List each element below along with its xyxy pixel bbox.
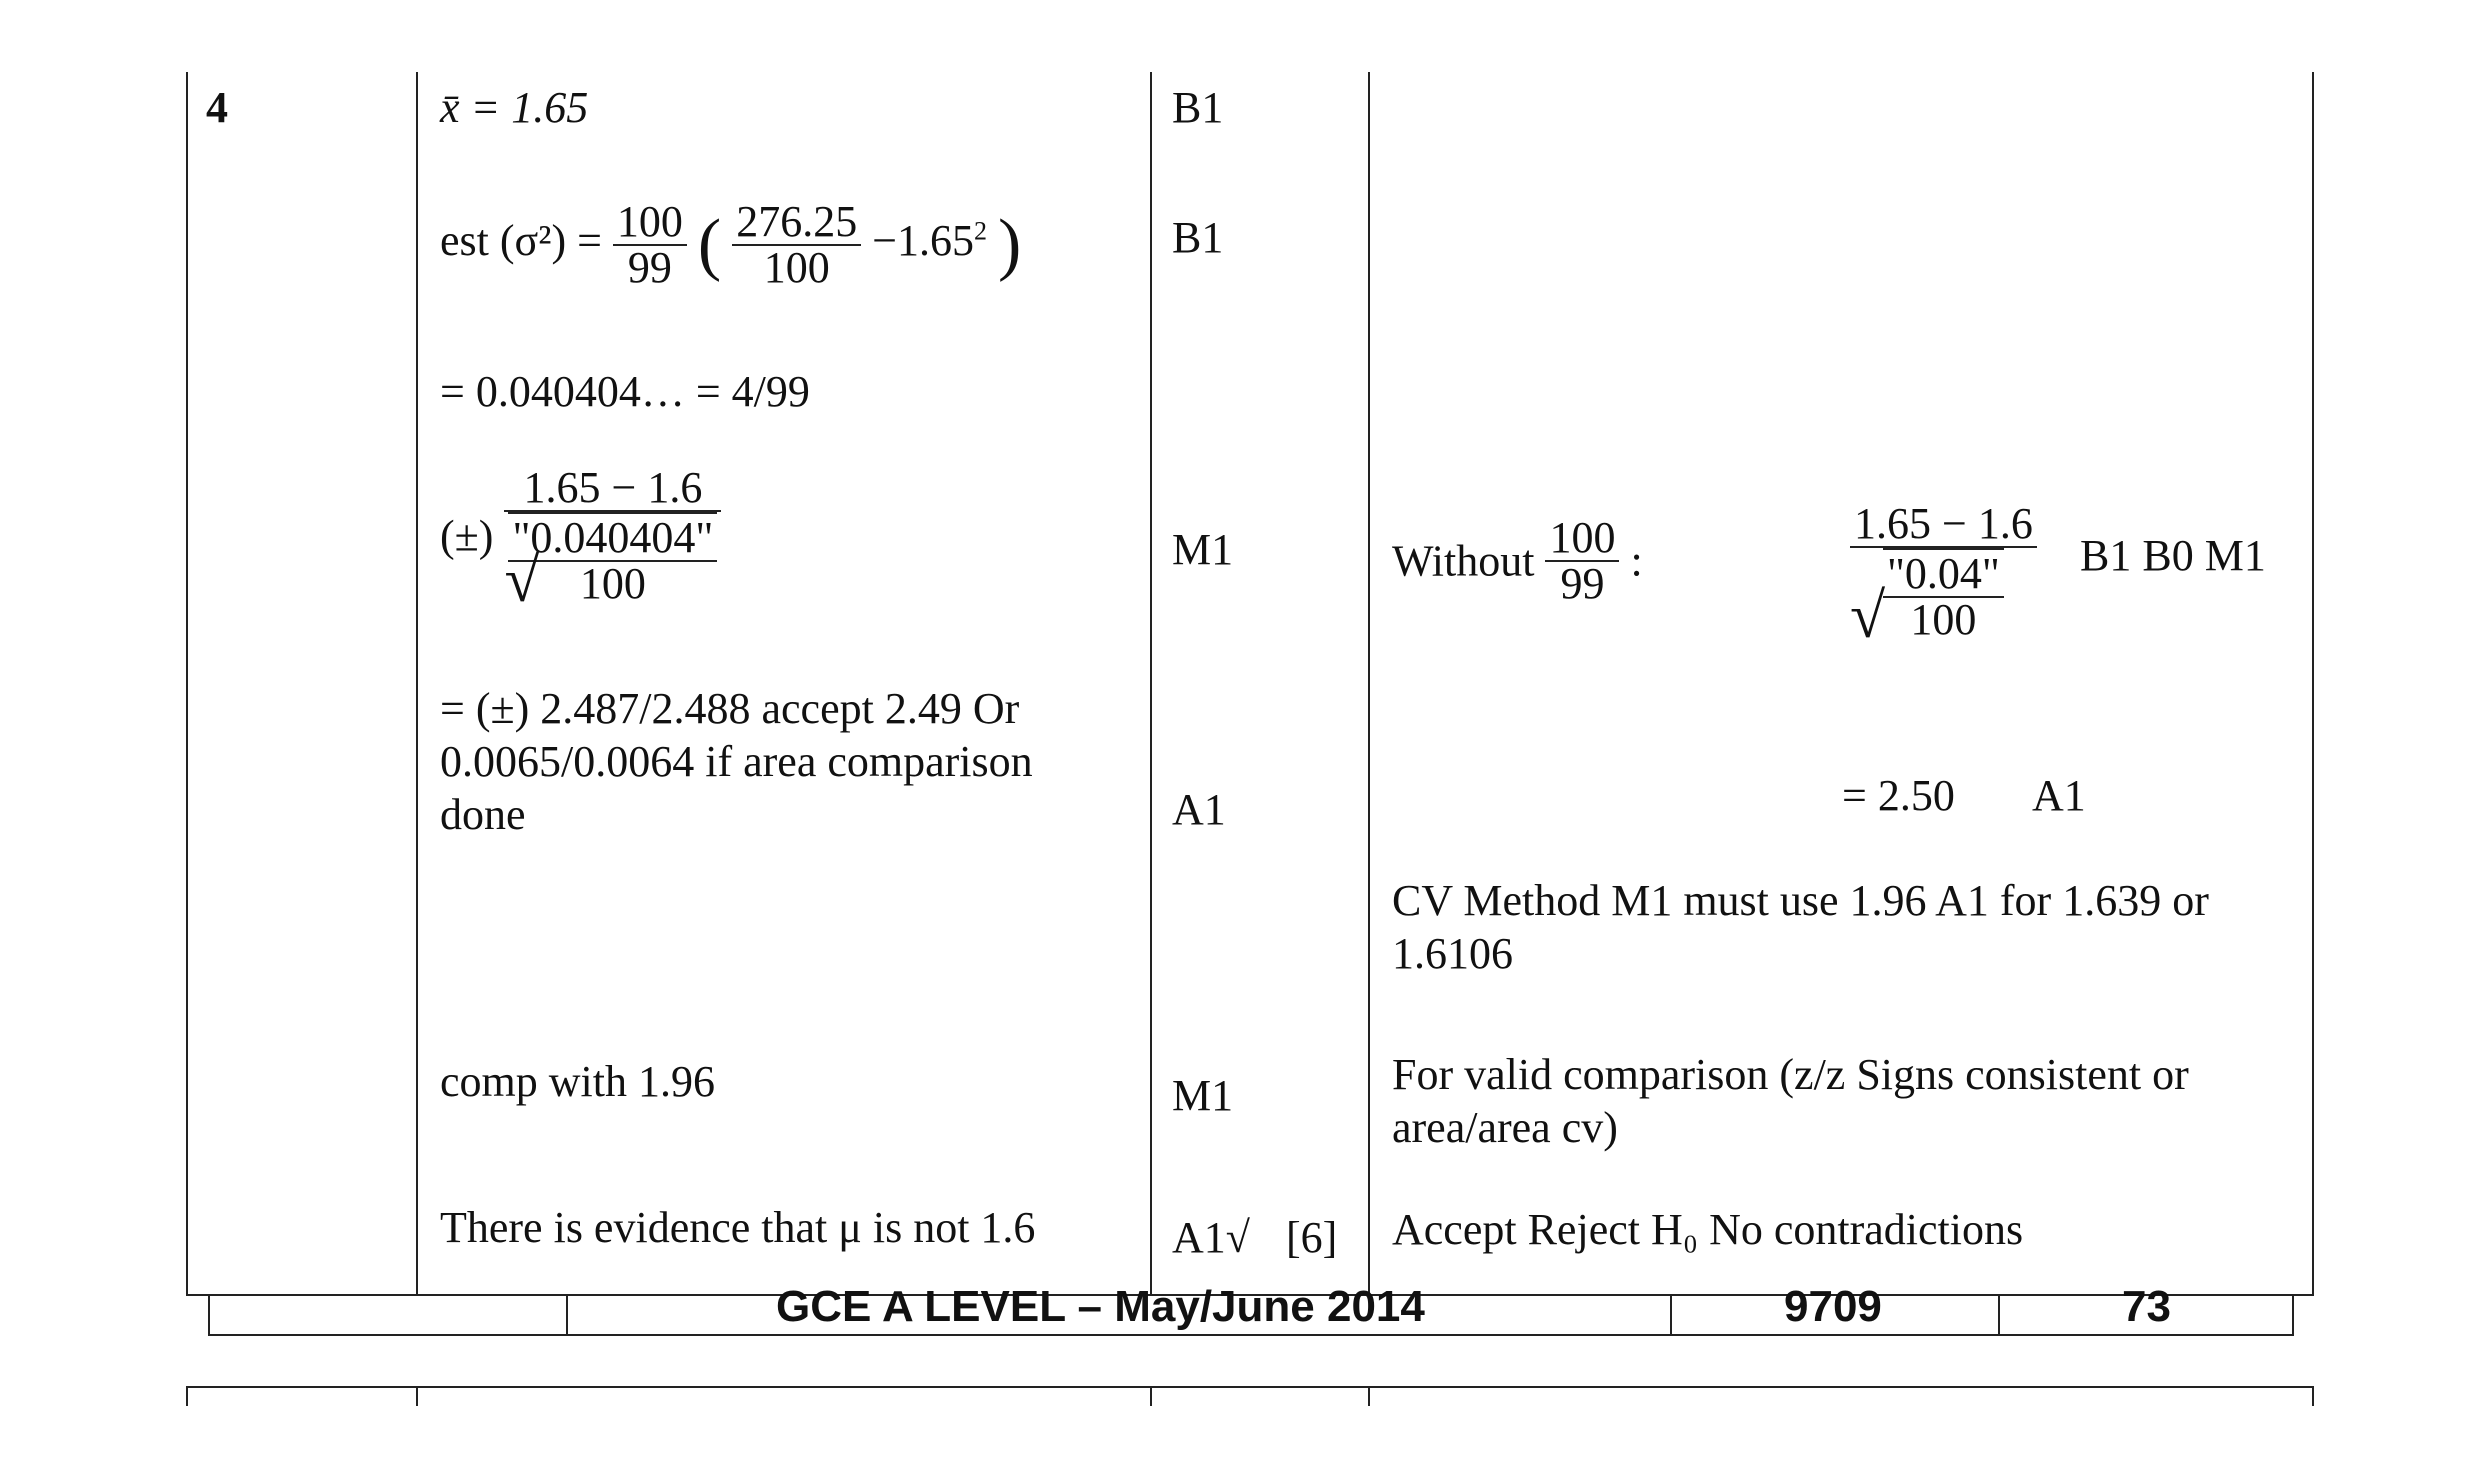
answer-mean	[440, 82, 588, 133]
table-border-left	[186, 72, 188, 1296]
guidance-cv-method: CV Method M1 must use 1.96 A1 for 1.639 or 1.6106	[1392, 876, 2209, 978]
mark-6: A1√	[1172, 1213, 1250, 1262]
table-divider-3	[1368, 72, 1370, 1296]
table-divider-2	[1150, 72, 1152, 1296]
guidance-conclusion: Accept Reject H₀ No contradictions	[1392, 1205, 2024, 1254]
test-stat-fraction: 1.65 − 1.6 √ $\frac{"0.040404"}{100}$	[504, 466, 721, 606]
table-border-right	[2312, 72, 2314, 1296]
footer-border-right	[2292, 1294, 2294, 1336]
close-paren: )	[998, 206, 1022, 283]
guidance-test-statistic: 1.65 − 1.6 √ $\frac{"0.04"}{100}$	[1850, 502, 2037, 642]
open-paren: (	[697, 206, 722, 283]
answer-variance	[440, 197, 1022, 292]
plus-minus: (±)	[440, 511, 494, 561]
answer-z-value: = (±) 2.487/2.488 accept 2.49 Or 0.0065/0.0064 if area comparison done	[440, 684, 1033, 839]
answer-value: = 0.040404… = 4/99	[440, 367, 810, 416]
next-table-top-border	[186, 1386, 2314, 1388]
mark-2: B1	[1172, 213, 1224, 262]
mark-3: M1	[1172, 525, 1234, 574]
guidance-without: Without $\frac{100}{99}$ :	[1392, 513, 1643, 608]
table-divider-1	[416, 72, 418, 1296]
guidance-value-mark: A1	[2032, 771, 2086, 820]
guidance-value: = 2.50	[1842, 771, 1955, 820]
fraction-276-100: $\frac{276.25}{100}$	[732, 200, 861, 290]
guidance-fraction-100-99: $\frac{100}{99}$	[1545, 516, 1619, 606]
variance-prefix: est (σ²) =	[440, 216, 613, 266]
footer-divider-2	[1670, 1294, 1672, 1336]
mark-4: A1	[1172, 785, 1226, 834]
footer-bottom-border	[208, 1334, 2294, 1336]
guidance-comparison: For valid comparison (z/z Signs consistent or area/area cv)	[1392, 1050, 2189, 1152]
footer-border-left	[208, 1294, 210, 1336]
total-marks: [6]	[1286, 1213, 1338, 1262]
footer-divider-3	[1998, 1294, 2000, 1336]
variance-tail: −1.65	[872, 216, 975, 266]
answer-conclusion: There is evidence that μ is not 1.6	[440, 1203, 1036, 1252]
next-table-divider-3	[1368, 1386, 1370, 1406]
next-table-divider-1	[416, 1386, 418, 1406]
answer-comparison: comp with 1.96	[440, 1057, 715, 1106]
footer-divider-1	[566, 1294, 568, 1336]
footer-page: 73	[2122, 1282, 2171, 1331]
fraction-100-99: $\frac{100}{99}$	[613, 200, 687, 290]
exponent: 2	[974, 216, 988, 246]
mark-5: M1	[1172, 1071, 1234, 1120]
answer-mean-text: x̄ = 1.65	[440, 83, 589, 132]
guidance-marks: B1 B0 M1	[2080, 531, 2266, 580]
footer-syllabus: 9709	[1784, 1282, 1882, 1331]
sqrt-icon: √ $\frac{"0.040404"}{100}$	[504, 512, 721, 606]
next-table-right	[2312, 1386, 2314, 1406]
next-table-left	[186, 1386, 188, 1406]
mark-1: B1	[1172, 83, 1224, 132]
answer-test-statistic	[440, 463, 721, 615]
footer-title: GCE A LEVEL – May/June 2014	[776, 1282, 1425, 1331]
question-number: 4	[206, 83, 228, 132]
next-table-divider-2	[1150, 1386, 1152, 1406]
guidance-sqrt-icon: √ $\frac{"0.04"}{100}$	[1850, 548, 2037, 642]
